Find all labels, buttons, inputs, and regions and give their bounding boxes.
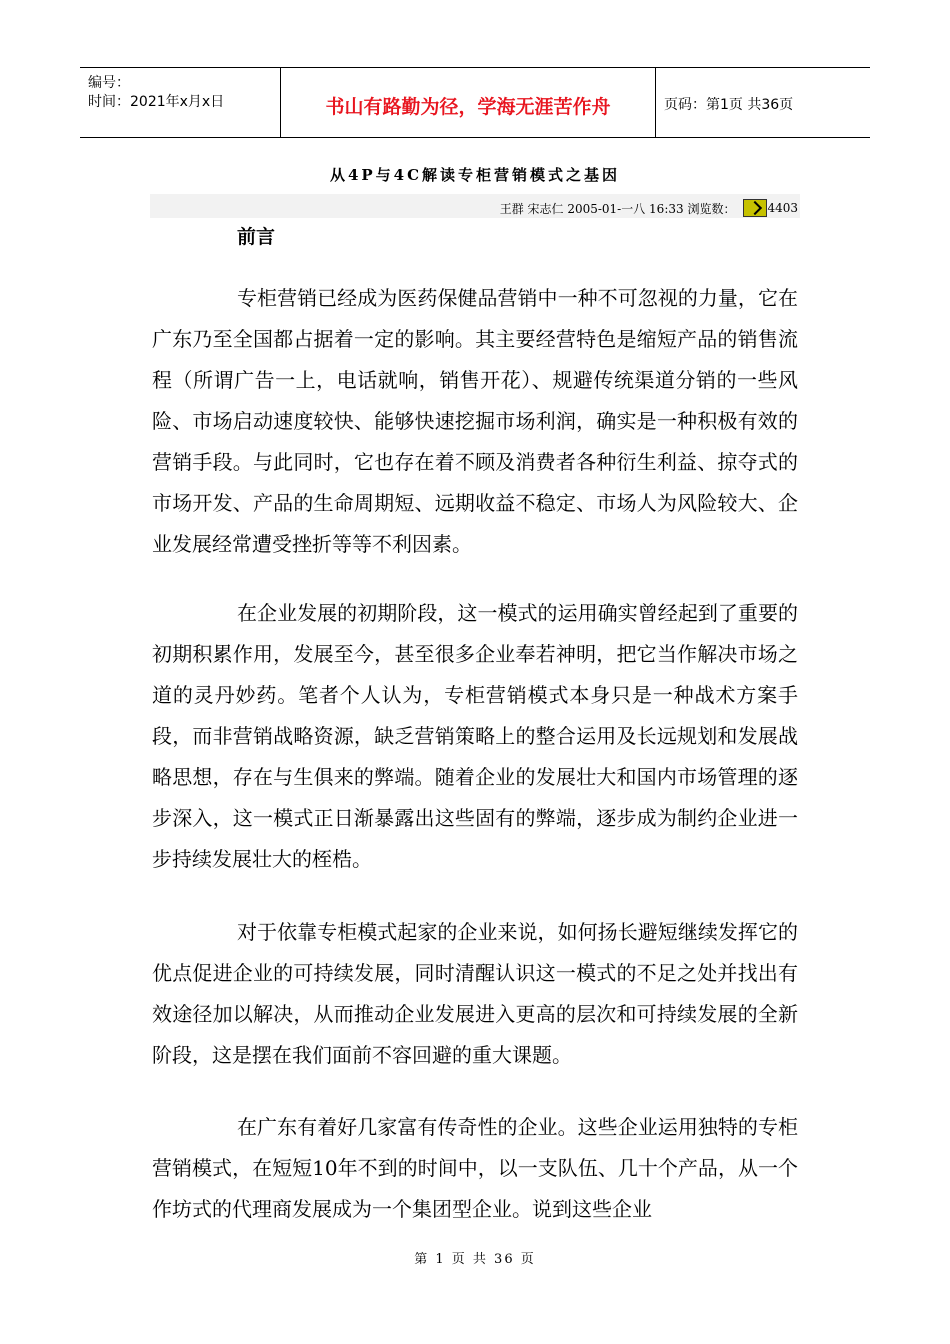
- article-title: 从4P与4C解读专柜营销模式之基因: [329, 166, 621, 184]
- header-motto-cell: [280, 68, 656, 137]
- document-header: [80, 67, 870, 138]
- article-meta-text: 王群 宋志仁 2005-01-一八 16:33 浏览数：: [499, 201, 736, 216]
- header-info-cell: [80, 68, 280, 137]
- body-paragraph: 对于依靠专柜模式起家的企业来说，如何扬长避短继续发挥它的优点促进企业的可持续发展，同时清醒认识这一模式的不足之处并找出有效途径加以解决，从而推动企业发展进入更高的层次和可持续发展的全新阶段，这是摆在我们面前不容回避的重大课题。: [152, 920, 798, 1067]
- header-page-cell: [655, 68, 870, 137]
- page-footer: 第 1 页 共 36 页: [414, 1252, 536, 1267]
- section-heading-preface: 前言: [237, 226, 276, 248]
- article-meta: [500, 199, 798, 217]
- header-motto: 书山有路勤为径，学海无涯苦作舟: [325, 96, 611, 118]
- body-paragraph: 在企业发展的初期阶段，这一模式的运用确实曾经起到了重要的初期积累作用，发展至今，甚至很多企业奉若神明，把它当作解决市场之道的灵丹妙药。笔者个人认为，专柜营销模式本身只是一种战术方案手段，而非营销战略资源，缺乏营销策略上的整合运用及长远规划和发展战略思想，存在与生俱来的弊端。随着企业的发展壮大和国内市场管理的逐步深入，这一模式正日渐暴露出这些固有的弊端，逐步成为制约企业进一步持续发展壮大的桎梏。: [152, 601, 798, 871]
- body-paragraph: 专柜营销已经成为医药保健品营销中一种不可忽视的力量，它在广东乃至全国都占据着一定的影响。其主要经营特色是缩短产品的销售流程（所谓广告一上，电话就响，销售开花）、规避传统渠道分销的一些风险、市场启动速度较快、能够快速挖掘市场利润，确实是一种积极有效的营销手段。与此同时，它也存在着不顾及消费者各种衍生利益、掠夺式的市场开发、产品的生命周期短、远期收益不稳定、市场人为风险较大、企业发展经常遭受挫折等等不利因素。: [152, 286, 798, 556]
- document-number-label: 编号：: [88, 75, 130, 91]
- article-views-count: 4403: [767, 201, 798, 215]
- header-page-info: 页码：第1页 共36页: [664, 97, 794, 113]
- article-meta-bar: [150, 194, 800, 218]
- body-paragraph: 在广东有着好几家富有传奇性的企业。这些企业运用独特的专柜营销模式，在短短10年不到的时间中，以一支队伍、几十个产品，从一个作坊式的代理商发展成为一个集团型企业。说到这些企业: [152, 1115, 798, 1221]
- document-time-label: 时间：2021年x月x日: [88, 94, 225, 110]
- views-icon: [743, 199, 767, 217]
